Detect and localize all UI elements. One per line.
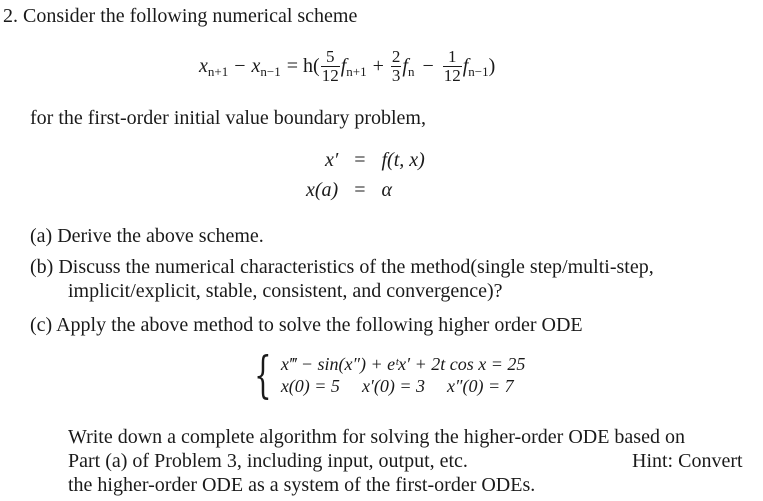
ic-x: x(0) = 5	[280, 376, 340, 396]
fraction-2-3: $\frac{2}{3}$	[391, 46, 401, 85]
problem-heading: 2. Consider the following numerical scheme	[3, 5, 358, 27]
scheme-close-paren: )	[488, 54, 496, 77]
part-b-line-1: (b) Discuss the numerical characteristics of the method(single step/multi-step,	[30, 256, 654, 278]
ivp-row2-eq: =	[354, 179, 366, 201]
left-brace: {	[254, 346, 272, 404]
ic-x-prime: x′(0) = 3	[361, 376, 425, 396]
scheme-term-2: $f_n$	[402, 54, 415, 79]
part-a: (a) Derive the above scheme.	[30, 225, 264, 247]
ivp-row2-rhs: α	[381, 179, 392, 201]
final-line-2: Part (a) of Problem 3, including input, output, etc.	[68, 450, 468, 472]
scheme-term-1: $f_{n+1}$	[340, 54, 367, 79]
part-b-line-2: implicit/explicit, stable, consistent, and convergence)?	[68, 280, 503, 302]
ivp-row1-lhs: x′	[324, 149, 339, 171]
ivp-intro: for the first-order initial value boundary problem,	[30, 107, 426, 129]
ode-system	[247, 346, 526, 404]
scheme-equation	[199, 42, 495, 90]
final-line-3: the higher-order ODE as a system of the first-order ODEs.	[68, 474, 536, 496]
hint-label: Hint: Convert	[632, 450, 743, 472]
scheme-term-3: $f_{n-1}$	[462, 54, 489, 79]
scheme-lhs-a: $x_{n+1}$	[199, 54, 229, 79]
fraction-5-12: $\frac{5}{12}$	[321, 46, 339, 85]
ivp-system	[300, 145, 431, 205]
scheme-lhs-b: $x_{n-1}$	[251, 54, 281, 79]
scheme-minus-2: −	[422, 54, 434, 77]
scheme-equals-h: = h(	[286, 54, 320, 77]
part-c: (c) Apply the above method to solve the following higher order ODE	[30, 314, 583, 336]
fraction-1-12: $\frac{1}{12}$	[443, 46, 461, 85]
ivp-row2-lhs: x(a)	[306, 179, 339, 201]
final-line-1: Write down a complete algorithm for solving the higher-order ODE based on	[68, 426, 685, 448]
ivp-row1-rhs: f(t, x)	[381, 149, 425, 171]
ode-equation: x‴ − sin(x″) + eᵗx′ + 2t cos x = 25	[280, 354, 526, 374]
scheme-minus: −	[234, 54, 246, 77]
scheme-plus: +	[372, 54, 384, 77]
ivp-row1-eq: =	[354, 149, 366, 171]
ode-initial-conditions	[281, 375, 526, 397]
ic-x-double-prime: x″(0) = 7	[447, 376, 514, 396]
